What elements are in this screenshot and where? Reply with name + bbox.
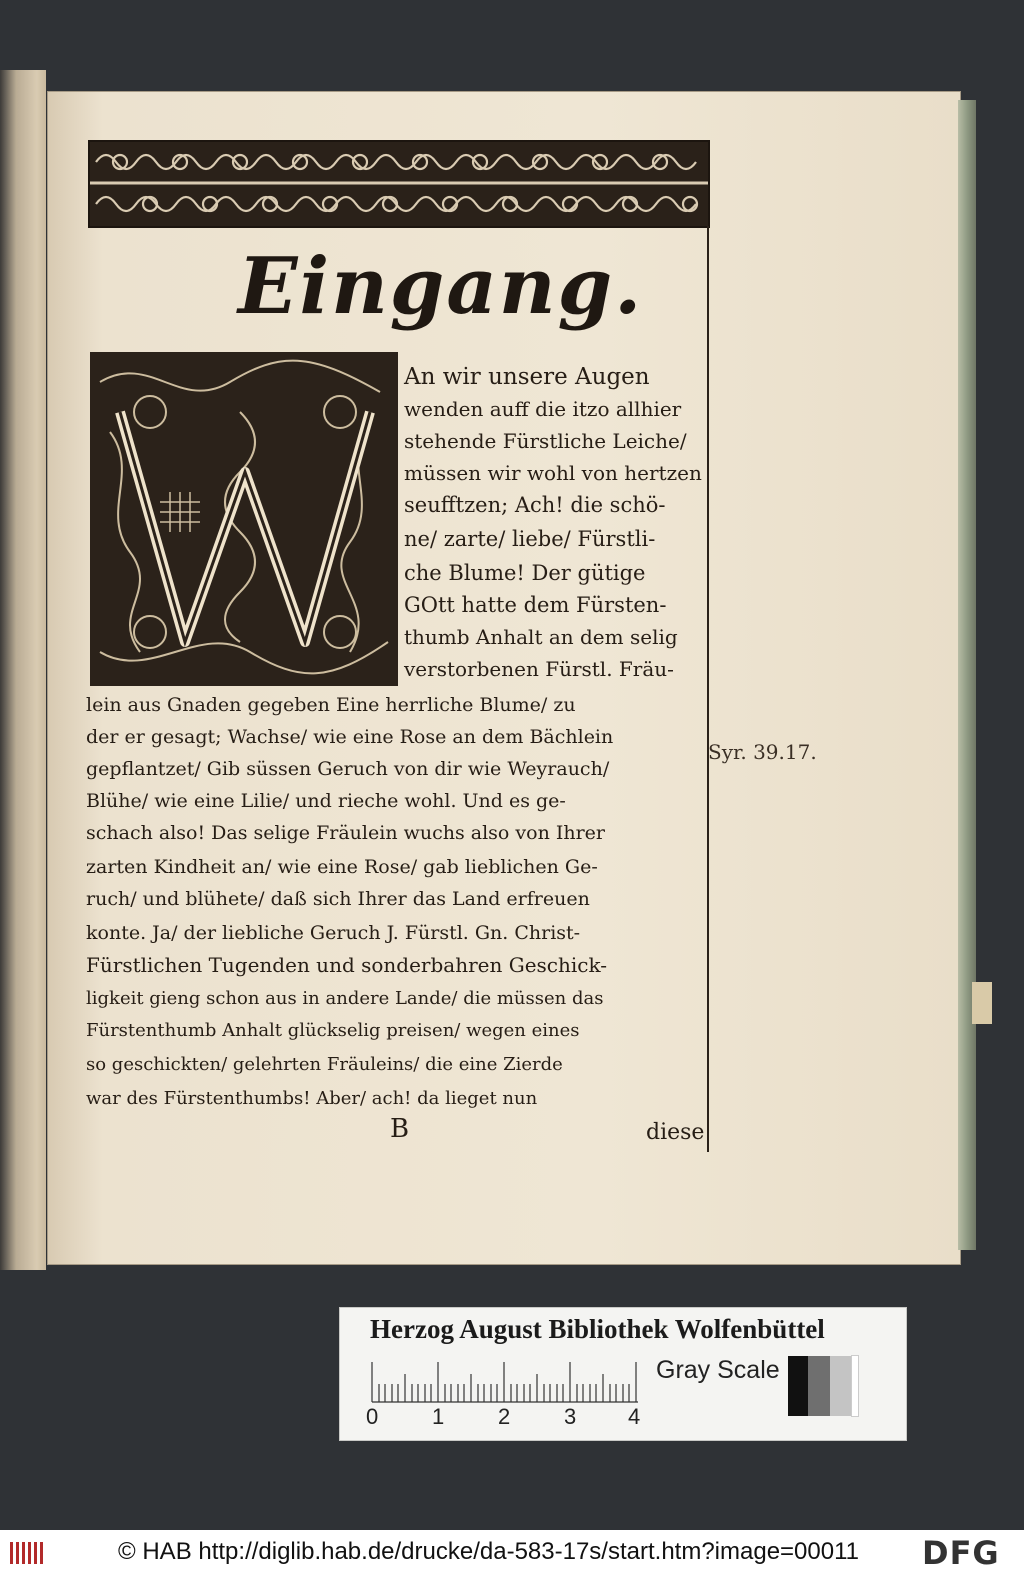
dfg-logo: DFG [922, 1534, 1000, 1572]
body-line: stehende Fürstliche Leiche/ [404, 429, 687, 453]
body-line: An wir unsere Augen [404, 364, 650, 390]
body-line: konte. Ja/ der liebliche Geruch J. Fürstl. Gn. Christ- [86, 922, 581, 944]
gray-swatch-light [830, 1356, 852, 1416]
hab-logo-icon [8, 1538, 48, 1568]
body-line: gepflantzet/ Gib süssen Geruch von dir wie Weyrauch/ [86, 758, 610, 780]
gray-scale-card [340, 1308, 906, 1440]
footer-bar [0, 1530, 1024, 1584]
scale-number: 0 [366, 1404, 379, 1429]
body-line: Blühe/ wie eine Lilie/ und rieche wohl. Und es ge- [86, 790, 566, 812]
body-line: verstorbenen Fürstl. Fräu- [404, 657, 674, 681]
body-line: ruch/ und blühete/ daß sich Ihrer das Land erfreuen [86, 888, 590, 910]
ruler-scale [370, 1358, 650, 1404]
body-line: thumb Anhalt an dem selig [404, 625, 678, 649]
adjacent-page-edge [0, 70, 46, 1270]
body-line: GOtt hatte dem Fürsten- [404, 593, 667, 617]
signature-mark: B [390, 1114, 410, 1144]
gray-swatch-black [788, 1356, 808, 1416]
page-stack-edge [958, 100, 976, 1250]
scale-number: 4 [628, 1404, 641, 1429]
body-line: der er gesagt; Wachse/ wie eine Rose an dem Bächlein [86, 726, 614, 748]
gray-swatch-white [852, 1356, 858, 1416]
scale-number: 3 [564, 1404, 577, 1429]
gray-swatch-dark [808, 1356, 830, 1416]
body-line: müssen wir wohl von hertzen [404, 461, 702, 485]
library-name: Herzog August Bibliothek Wolfenbüttel [370, 1314, 825, 1344]
body-line: ne/ zarte/ liebe/ Fürstli- [404, 527, 656, 551]
body-line: che Blume! Der gütige [404, 561, 646, 585]
body-line: so geschickten/ gelehrten Fräuleins/ die eine Zierde [86, 1054, 563, 1075]
margin-reference: Syr. 39.17. [708, 740, 817, 764]
scale-number: 1 [432, 1404, 445, 1429]
body-line: schach also! Das selige Fräulein wuchs also von Ihrer [86, 822, 605, 844]
body-line: Fürstenthumb Anhalt glückselig preisen/ wegen eines [86, 1020, 580, 1041]
scale-number: 2 [498, 1404, 511, 1429]
text-block-rule [707, 226, 709, 1152]
body-line: lein aus Gnaden gegeben Eine herrliche Blume/ zu [86, 694, 576, 716]
gray-scale-label: Gray Scale [656, 1356, 780, 1384]
decorated-initial [90, 352, 398, 686]
body-line: wenden auff die itzo allhier [404, 397, 682, 421]
chapter-heading: Eingang. [238, 241, 644, 332]
page-tab [972, 982, 992, 1024]
catchword: diese [646, 1120, 705, 1145]
body-line: ligkeit gieng schon aus in andere Lande/ die müssen das [86, 988, 604, 1009]
body-line: war des Fürstenthumbs! Aber/ ach! da lieget nun [86, 1088, 538, 1109]
footer-link[interactable]: © HAB http://diglib.hab.de/drucke/da-583-17s/start.htm?image=00011 [118, 1538, 860, 1565]
body-line: seufftzen; Ach! die schö- [404, 493, 666, 517]
ornament-band [88, 140, 710, 228]
body-line: zarten Kindheit an/ wie eine Rose/ gab lieblichen Ge- [86, 856, 598, 878]
body-line: Fürstlichen Tugenden und sonderbahren Geschick- [86, 953, 608, 977]
